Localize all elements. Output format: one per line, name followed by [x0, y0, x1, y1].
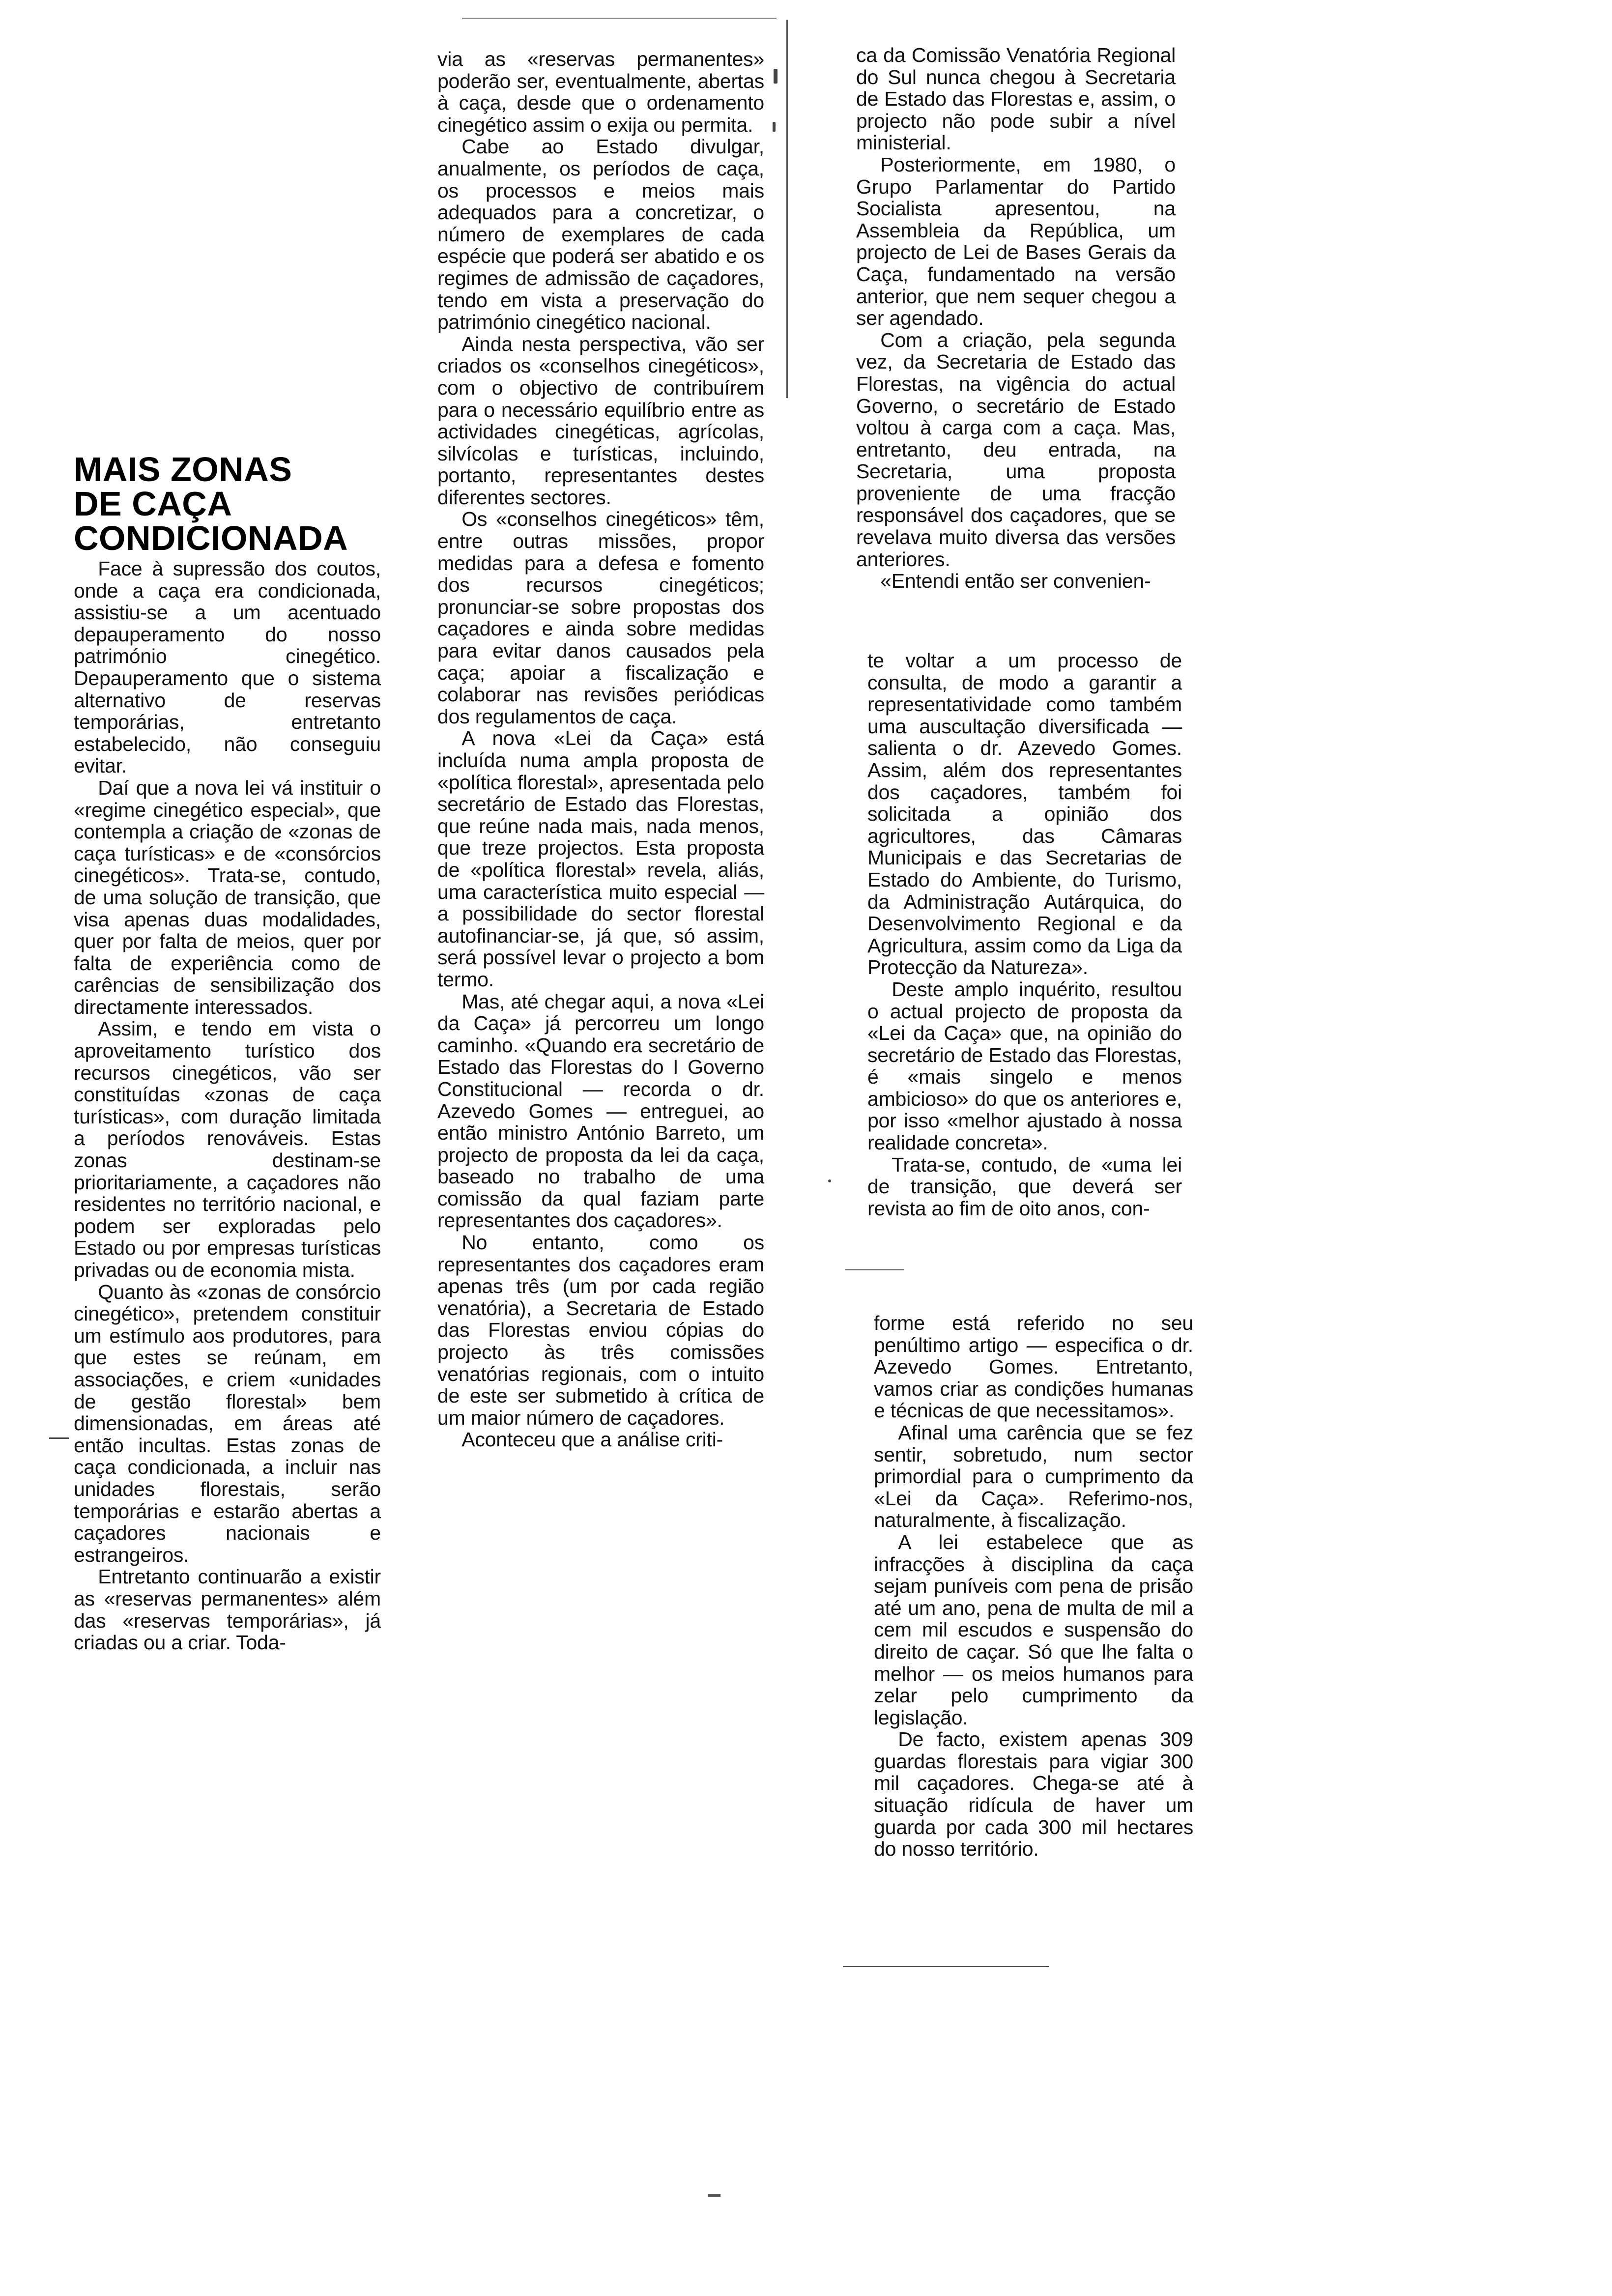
end-rule	[843, 1966, 1049, 1967]
scan-speck	[774, 69, 777, 84]
article-column-3-middle	[867, 650, 1182, 1219]
paragraph: Ainda nesta perspectiva, vão ser criados os «conselhos cinegéticos», com o objectivo de contribuírem para o necessário equilíbrio entre as actividades cinegéticas, agrícolas, silvícolas e turísticas, incluindo, portanto, representantes destes diferentes sectores.	[437, 332, 764, 509]
paragraph: A lei estabelece que as infracções à disciplina da caça sejam puníveis com pena de prisão até um ano, pena de multa de mil a cem mil escudos e suspensão do direito de caçar. Só que lhe falta o melhor — os meios humanos para zelar pelo cumprimento da legislação.	[874, 1530, 1193, 1729]
paragraph: Os «conselhos cinegéticos» têm, entre outras missões, propor medidas para a defesa e fomento dos recursos cinegéticos; pronunciar-se sobre propostas dos caçadores e ainda sobre medidas para evitar danos causados pela caça; apoiar a fiscalização e colaborar nas revisões periódicas dos regulamentos de caça.	[437, 508, 764, 728]
paragraph: Entretanto continuarão a existir as «reservas permanentes» além das «reservas temporárias», já criadas ou a criar. Toda-	[74, 1565, 381, 1654]
headline-line: DE CAÇA	[74, 485, 232, 523]
paragraph: Assim, e tendo em vista o aproveitamento turístico dos recursos cinegéticos, vão ser constituídas «zonas de caça turísticas», com duração limitada a períodos renováveis. Estas zonas destinam-se prioritariamente, a caçadores não residentes no território nacional, e podem ser exploradas pelo Estado ou por empresas turísticas privadas ou de economia mista.	[74, 1017, 381, 1281]
paragraph: Deste amplo inquérito, resultou o actual projecto de proposta da «Lei da Caça» que, na opinião do secretário de Estado das Florestas, é «mais singelo e menos ambicioso» do que os anteriores e, por isso «melhor ajustado à nossa realidade concreta».	[867, 977, 1182, 1154]
paragraph: Afinal uma carência que se fez sentir, sobretudo, num sector primordial para o cumprimento da «Lei da Caça». Referimo-nos, naturalmente, à fiscalização.	[874, 1421, 1193, 1532]
paragraph: «Entendi então ser convenien-	[880, 570, 1151, 593]
scan-speck	[828, 1179, 831, 1182]
paragraph: A nova «Lei da Caça» está incluída numa ampla proposta de «política florestal», apresentada pelo secretário de Estado das Florestas, que reúne nada mais, nada menos, que treze projectos. Esta proposta de «política florestal» revela, aliás, uma característica muito especial — a possibilidade do sector florestal autofinanciar-se, já que, só assim, será possível levar o projecto a bom termo.	[437, 727, 764, 991]
paragraph: ca da Comissão Venatória Regional do Sul nunca chegou à Secretaria de Estado das Florestas e, assim, o projecto não pode subir a nível ministerial.	[856, 44, 1176, 154]
paragraph: via as «reservas permanentes» poderão ser, eventualmente, abertas à caça, desde que o ordenamento cinegético assim o exija ou permita.	[437, 48, 764, 136]
paragraph: Posteriormente, em 1980, o Grupo Parlamentar do Partido Socialista apresentou, na Assembleia da República, um projecto de Lei de Bases Gerais da Caça, fundamentado na versão anterior, que nem sequer chegou a ser agendado.	[856, 153, 1176, 330]
column-rule	[786, 20, 788, 398]
paragraph: forme está referido no seu penúltimo artigo — especifica o dr. Azevedo Gomes. Entretanto, vamos criar as condições humanas e técnicas de que necessitamos».	[874, 1312, 1193, 1422]
paragraph: Cabe ao Estado divulgar, anualmente, os períodos de caça, os processos e meios mais adequados para a concretizar, o número de exemplares de cada espécie que poderá ser abatido e os regimes de admissão de caçadores, tendo em vista a preservação do património cinegético nacional.	[437, 135, 764, 334]
scan-speck	[773, 122, 776, 132]
article-column-3-bottom	[874, 1312, 1193, 1860]
article-headline	[74, 452, 388, 555]
headline-line: CONDICIONADA	[74, 519, 348, 557]
headline-line: MAIS ZONAS	[74, 450, 292, 488]
paragraph: Daí que a nova lei vá instituir o «regime cinegético especial», que contempla a criação de «zonas de caça turísticas» e de «consórcios cinegéticos». Trata-se, contudo, de uma solução de transição, que visa apenas duas modalidades, quer por falta de meios, quer por falta de experiência como de carências de sensibilização dos directamente interessados.	[74, 776, 381, 1018]
paragraph: Com a criação, pela segunda vez, da Secretaria de Estado das Florestas, na vigência do actual Governo, o secretário de Estado voltou à carga com a caça. Mas, entretanto, deu entrada, na Secretaria, uma proposta proveniente de uma fracção responsável dos caçadores, que se revelava muito diversa das versões anteriores.	[856, 328, 1176, 571]
article-column-3-top	[856, 44, 1176, 592]
article-column-2	[437, 48, 764, 1451]
paragraph: te voltar a um processo de consulta, de modo a garantir a representatividade como também uma auscultação diversificada — salienta o dr. Azevedo Gomes. Assim, além dos representantes dos caçadores, também foi solicitada a opinião dos agricultores, das Câmaras Municipais e das Secretarias de Estado do Ambiente, do Turismo, da Administração Autárquica, do Desenvolvimento Regional e da Agricultura, assim como da Liga da Protecção da Natureza».	[867, 649, 1182, 979]
paragraph: No entanto, como os representantes dos caçadores eram apenas três (um por cada região venatória), a Secretaria de Estado das Florestas enviou cópias do projecto às três comissões venatórias regionais, com o intuito de este ser submetido à crítica de um maior número de caçadores.	[437, 1231, 764, 1429]
top-rule	[462, 18, 777, 19]
paragraph: De facto, existem apenas 309 guardas florestais para vigiar 300 mil caçadores. Chega-se até à situação ridícula de haver um guarda por cada 300 mil hectares do nosso território.	[874, 1728, 1193, 1861]
paragraph: Aconteceu que a análise criti-	[461, 1428, 723, 1451]
paragraph: Mas, até chegar aqui, a nova «Lei da Caça» já percorreu um longo caminho. «Quando era secretário de Estado das Florestas do I Governo Constitucional — recorda o dr. Azevedo Gomes — entreguei, ao então ministro António Barreto, um projecto de proposta da lei da caça, baseado no trabalho de uma comissão da qual faziam parte representantes dos caçadores».	[437, 990, 764, 1232]
paragraph: Face à supressão dos coutos, onde a caça era condicionada, assistiu-se a um acentuado depauperamento do nosso património cinegético. Depauperamento que o sistema alternativo de reservas temporárias, entretanto estabelecido, não conseguiu evitar.	[74, 557, 381, 777]
paragraph: Trata-se, contudo, de «uma lei de transição, que deverá ser revista ao fim de oito anos, con-	[867, 1153, 1182, 1220]
column-break-rule	[845, 1269, 904, 1270]
bottom-mark	[708, 2194, 720, 2197]
article-column-1	[74, 558, 381, 1654]
paragraph: Quanto às «zonas de consórcio cinegético», pretendem constituir um estímulo aos produtores, para que estes se reúnam, em associações, e criem «unidades de gestão florestal» bem dimensionadas, em áreas até então incultas. Estas zonas de caça condicionada, a incluir nas unidades florestais, serão temporárias e estarão abertas a caçadores nacionais e estrangeiros.	[74, 1280, 381, 1566]
margin-mark	[49, 1437, 69, 1439]
